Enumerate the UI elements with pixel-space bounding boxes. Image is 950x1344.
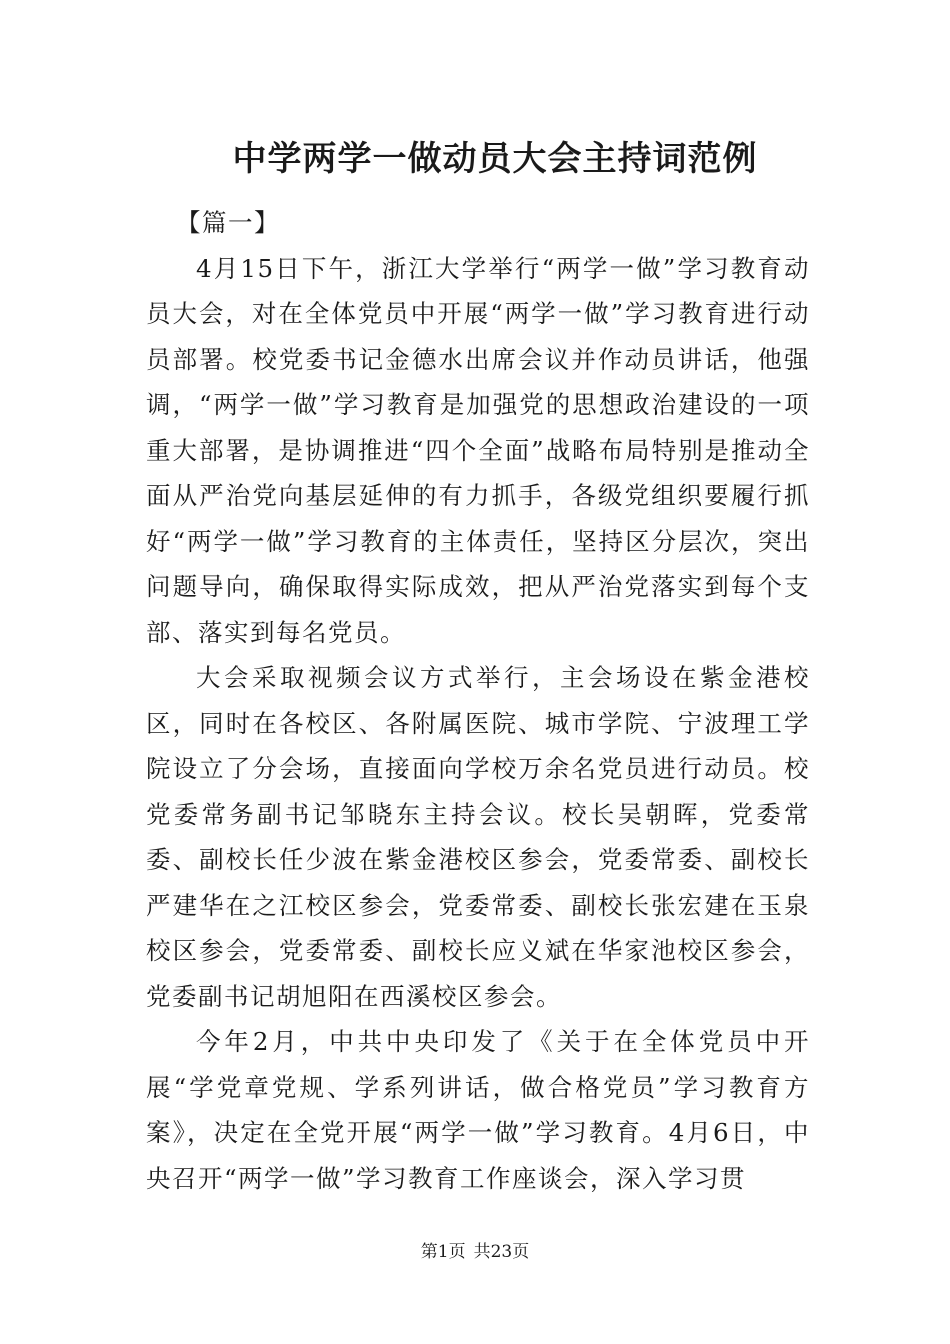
page-footer <box>0 1240 950 1264</box>
page-number-total: 共23页 <box>473 1242 530 1262</box>
paragraph-1: 4月15日下午，浙江大学举行“两学一做”学习教育动员大会，对在全体党员中开展“两学一做”学习教育进行动员部署。校党委书记金德水出席会议并作动员讲话，他强调，“两学一做”学习教育是加强党的思想政治建设的一项重大部署，是协调推进“四个全面”战略布局特别是推动全面从严治党向基层延伸的有力抓手，各级党组织要履行抓好“两学一做”学习教育的主体责任，坚持区分层次，突出问题导向，确保取得实际成效，把从严治党落实到每个支部、落实到每名党员。 <box>146 253 810 647</box>
paragraph-2: 大会采取视频会议方式举行，主会场设在紫金港校区，同时在各校区、各附属医院、城市学院、宁波理工学院设立了分会场，直接面向学校万余名党员进行动员。校党委常务副书记邹晓东主持会议。校长吴朝晖，党委常委、副校长任少波在紫金港校区参会，党委常委、副校长严建华在之江校区参会，党委常委、副校长张宏建在玉泉校区参会，党委常委、副校长应义斌在华家池校区参会，党委副书记胡旭阳在西溪校区参会。 <box>146 663 810 1011</box>
paragraph-3: 今年2月，中共中央印发了《关于在全体党员中开展“学党章党规、学系列讲话，做合格党员”学习教育方案》，决定在全党开展“两学一做”学习教育。4月6日，中央召开“两学一做”学习教育工作座谈会，深入学习贯 <box>146 1027 810 1193</box>
section-label: 【篇一】 <box>176 208 280 237</box>
page-number-current: 第1页 <box>420 1242 466 1262</box>
document-title: 中学两学一做动员大会主持词范例 <box>232 139 758 179</box>
document-body <box>146 200 810 1201</box>
